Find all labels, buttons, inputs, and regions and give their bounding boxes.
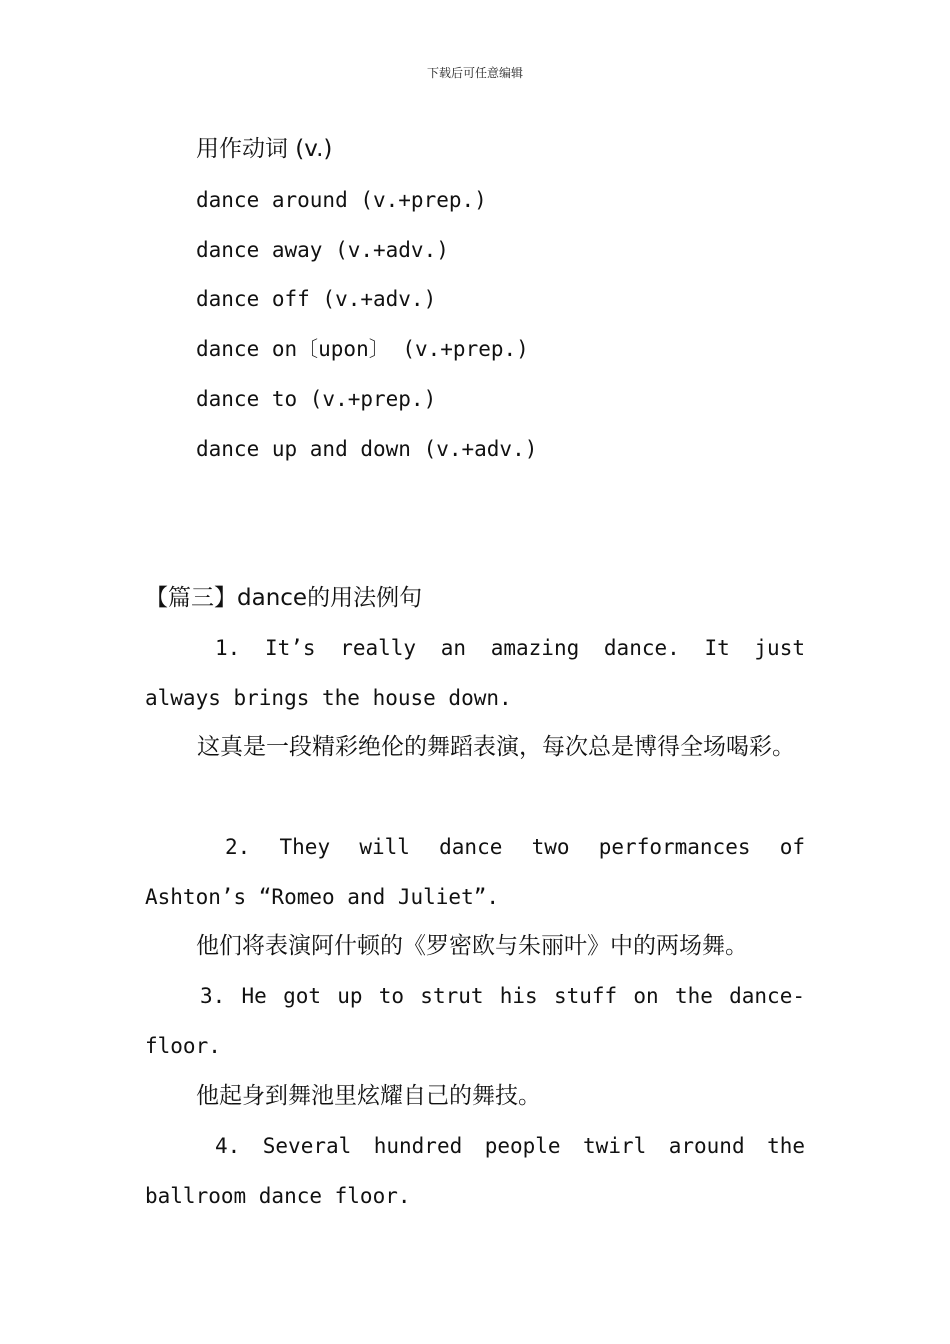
example-1-en-line2: always brings the house down. [145,686,512,710]
example-2-zh: 他们将表演阿什顿的《罗密欧与朱丽叶》中的两场舞。 [196,933,748,959]
verb-item: dance on〔upon〕 (v.+prep.) [196,337,529,361]
section-heading: 【篇三】dance的用法例句 [145,585,423,611]
example-4-en-line2: ballroom dance floor. [145,1184,411,1208]
verb-section-title: 用作动词 (v.) [196,136,333,162]
example-1-zh: 这真是一段精彩绝伦的舞蹈表演，每次总是博得全场喝彩。 [197,734,795,760]
verb-item: dance around (v.+prep.) [196,188,487,212]
page-header: 下载后可任意编辑 [426,66,523,80]
example-2-en-line1: 2. They will dance two performances of [225,835,805,859]
example-3-zh: 他起身到舞池里炫耀自己的舞技。 [196,1083,541,1109]
example-2-en-line2: Ashton’s “Romeo and Juliet”. [145,885,500,909]
verb-item: dance to (v.+prep.) [196,387,437,411]
example-4-en-line1: 4. Several hundred people twirl around the [215,1134,805,1158]
example-1-en-line1: 1. It’s really an amazing dance. It just [215,636,805,660]
verb-item: dance up and down (v.+adv.) [196,437,538,461]
example-3-en-line2: floor. [145,1034,221,1058]
example-3-en-line1: 3. He got up to strut his stuff on the dance- [200,984,805,1008]
verb-item: dance off (v.+adv.) [196,287,437,311]
verb-item: dance away (v.+adv.) [196,238,449,262]
